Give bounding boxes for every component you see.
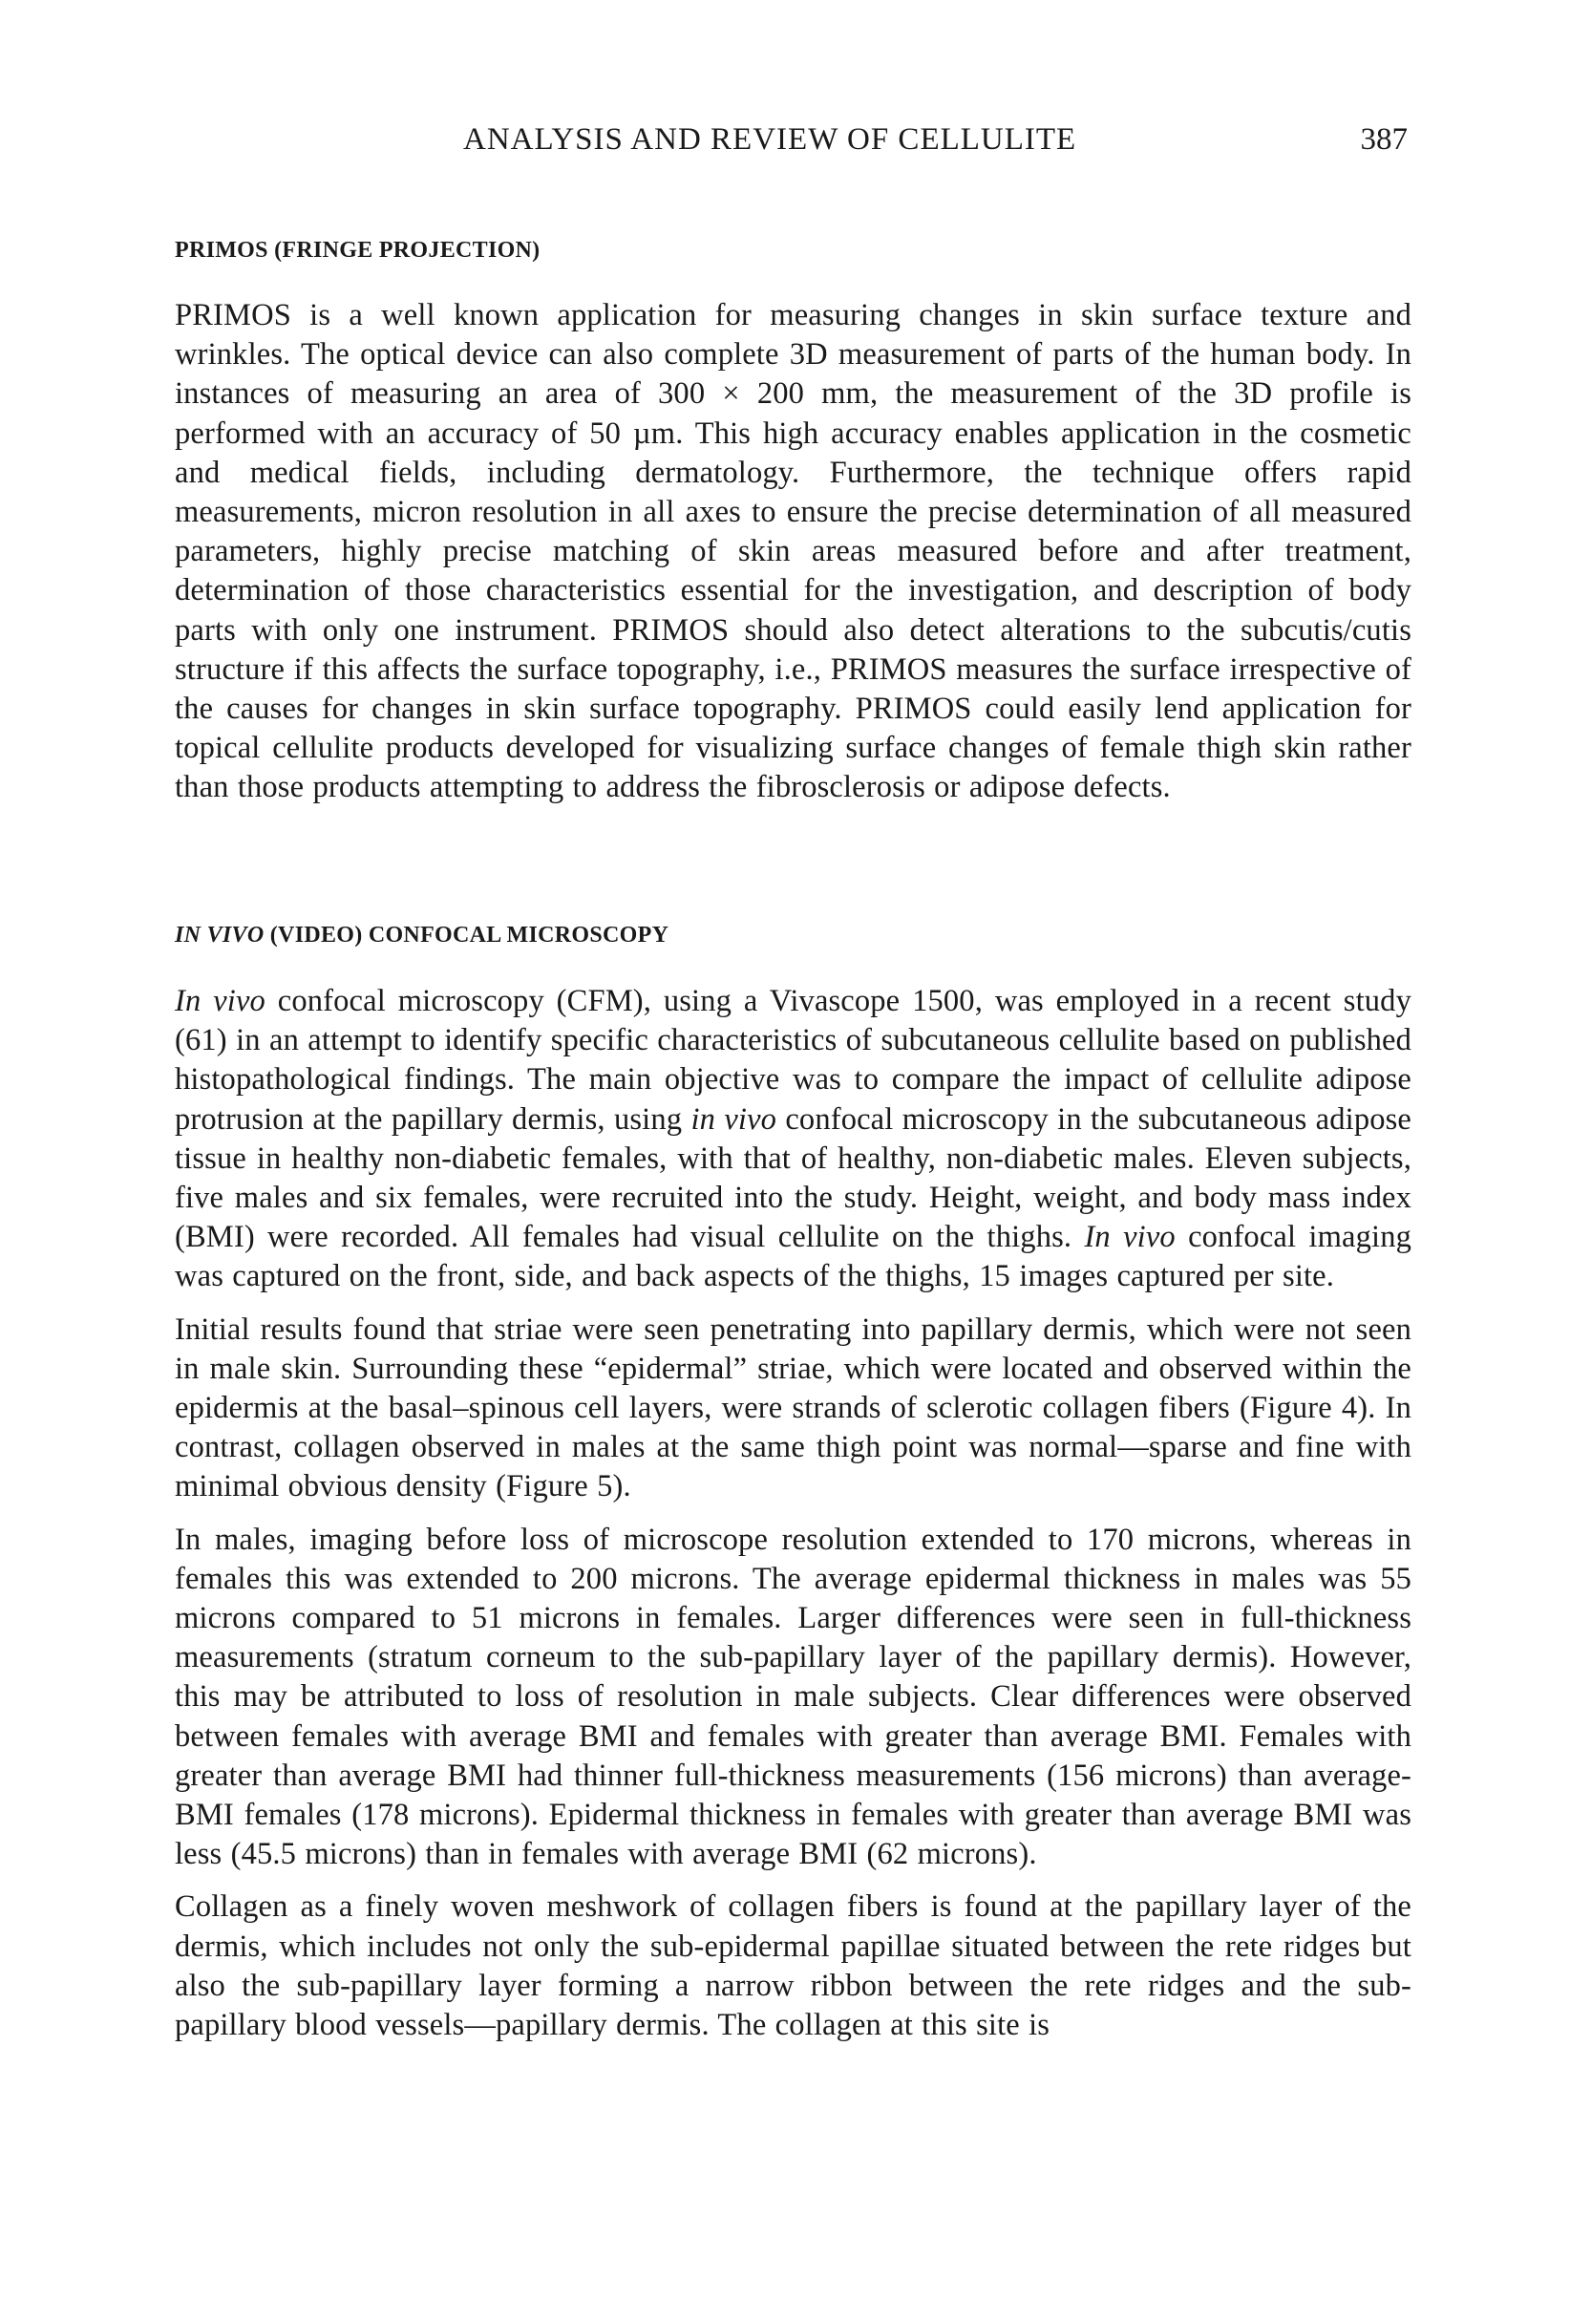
- running-title: ANALYSIS AND REVIEW OF CELLULITE: [463, 122, 1077, 157]
- paragraph: In males, imaging before loss of microscope resolution extended to 170 microns, whereas in females this was extended to 200 microns. The average epidermal thickness in males was 55 microns compared to 51 microns in females. Larger differences were seen in full-thickness measurements (stratum corneum to the sub-papillary layer of the papillary dermis). However, this may be attributed to loss of resolution in male subjects. Clear differences were observed between females with average BMI and females with greater than average BMI. Females with greater than average BMI had thinner full-thickness measurements (156 microns) than average-BMI females (178 microns). Epidermal thickness in females with greater than average BMI was less (45.5 microns) than in females with average BMI (62 microns).: [175, 1522, 1411, 1872]
- section-heading: PRIMOS (FRINGE PROJECTION): [175, 238, 541, 263]
- paragraph: Collagen as a finely woven meshwork of collagen fibers is found at the papillary layer of the dermis, which includes not only the sub-epidermal papillae situated between the rete ridges but also the sub-papillary layer forming a narrow ribbon between the rete ridges and the sub-papillary blood vessels—papillary dermis. The collagen at this site is: [175, 1889, 1411, 2043]
- italic-term: in vivo: [690, 1101, 777, 1137]
- paragraph: [175, 982, 1411, 1297]
- running-header: [175, 122, 1411, 164]
- page-number: 387: [1360, 122, 1408, 157]
- section-primos: [175, 236, 1411, 821]
- paragraph: Initial results found that striae were seen penetrating into papillary dermis, which were not seen in male skin. Surrounding these “epidermal” striae, which were located and observed within the epidermis at the basal–spinous cell layers, were strands of sclerotic collagen fibers (Figure 4). In contrast, collagen observed in males at the same thigh point was normal—sparse and fine with minimal obvious density (Figure 5).: [175, 1311, 1411, 1504]
- heading-italic: IN VIVO: [175, 923, 265, 948]
- paragraph: PRIMOS is a well known application for measuring changes in skin surface texture and wrinkles. The optical device can also complete 3D measurement of parts of the human body. In instances of measuring an area of 300 × 200 mm, the measurement of the 3D profile is performed with an accuracy of 50 µm. This high accuracy enables application in the cosmetic and medical fields, including dermatology. Furthermore, the technique offers rapid measurements, micron resolution in all axes to ensure the precise determination of all measured parameters, highly precise matching of skin areas measured before and after treatment, determination of those characteristics essential for the investigation, and description of body parts with only one instrument. PRIMOS should also detect alterations to the subcutis/cutis structure if this affects the surface topography, i.e., PRIMOS measures the surface irrespective of the causes for changes in skin surface topography. PRIMOS could easily lend application for topical cellulite products developed for visualizing surface changes of female thigh skin rather than those products attempting to address the fibrosclerosis or adipose defects.: [175, 298, 1411, 805]
- text-run: confocal imaging was captured on the front, side, and back aspects of the thighs, 15 images captured per site.: [175, 1220, 1411, 1294]
- text-run: confocal microscopy in the subcutaneous adipose tissue in healthy non-diabetic females, with that of healthy, non-diabetic males. Eleven subjects, five males and six females, were recruited into the study. Height, weight, and body mass index (BMI) were recorded. All females had visual cellulite on the thighs.: [175, 1101, 1411, 1255]
- italic-term: In vivo: [175, 984, 265, 1018]
- heading-rest: (VIDEO) CONFOCAL MICROSCOPY: [264, 923, 669, 948]
- section-heading: [175, 921, 1411, 949]
- text-run: confocal microscopy (CFM), using a Vivascope 1500, was employed in a recent study (61) in an attempt to identify specific characteristics of subcutaneous cellulite based on published histopathological findings. The main objective was to compare the impact of cellulite adipose protrusion at the papillary dermis, using: [175, 984, 1411, 1137]
- section-in-vivo-confocal-microscopy: [175, 921, 1411, 2058]
- italic-term: In vivo: [1084, 1220, 1176, 1255]
